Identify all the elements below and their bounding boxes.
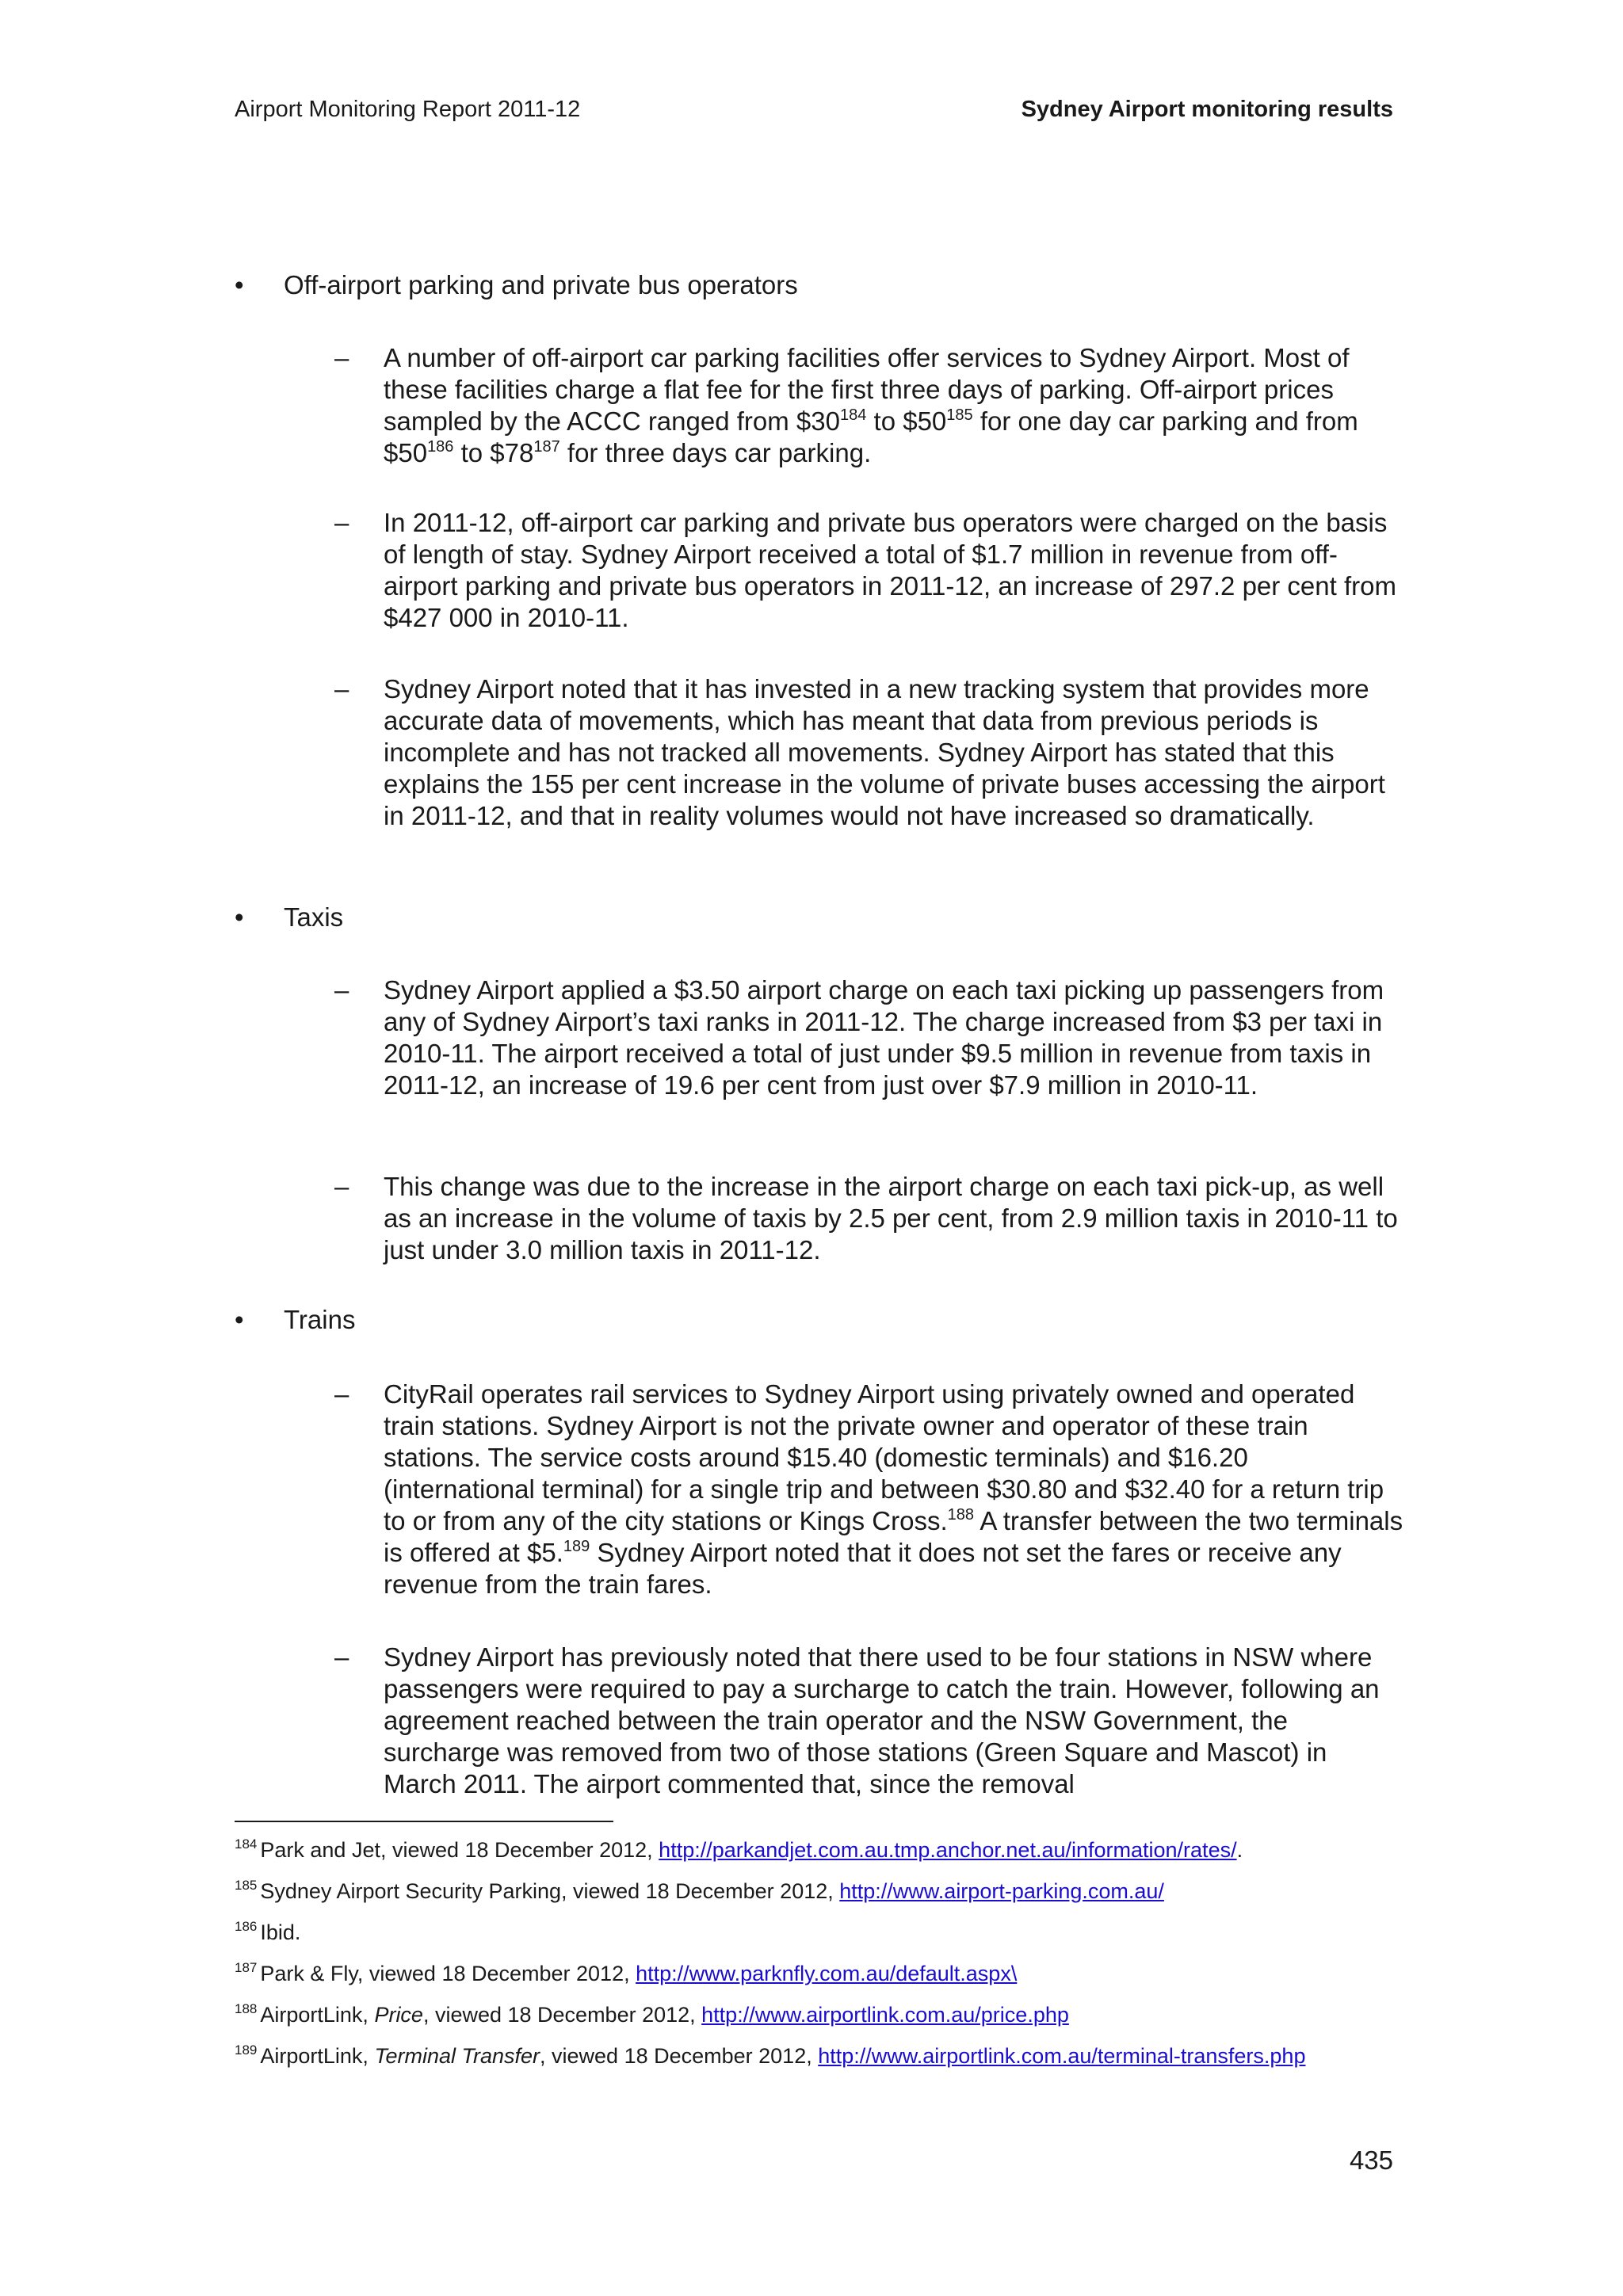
dash-marker: – bbox=[334, 343, 349, 372]
paragraph-text: This change was due to the increase in the airport charge on each taxi pick-up, as well as an increase in the volume of taxis by 2.5 per cent, from 2.9 million taxis in 2010-11 to just under 3.0 million taxis in 2011-12. bbox=[384, 1172, 1398, 1264]
paragraph-text: A number of off-airport car parking facilities offer services to Sydney Airport. Most of these facilities charge a flat fee for the first three days of parking. Off-airport prices sampled by the ACCC ranged from $\$30^{184}$ to $\$50^{185}$ for one day car parking and from $\$50^{186}$ to $\$78^{187}$ for three days car parking. bbox=[384, 343, 1358, 467]
footnote: $^{185}$ Sydney Airport Security Parking, viewed 18 December 2012, http://www.airport-parking.com.au/ bbox=[235, 1878, 1164, 1903]
paragraph-text: Sydney Airport has previously noted that there used to be four stations in NSW where passengers were required to pay a surcharge to catch the train. However, following an agreement reached between the train operator and the NSW Government, the surcharge was removed from two of those stations (Green Square and Mascot) in March 2011. The airport commented that, since the removal bbox=[384, 1642, 1380, 1798]
footnote-number: 186 bbox=[235, 1919, 258, 1934]
dash-marker: – bbox=[334, 975, 349, 1005]
dash-paragraph bbox=[334, 1171, 1406, 1266]
bullet-label: Taxis bbox=[284, 902, 344, 932]
paragraph-text: Sydney Airport noted that it has invested in a new tracking system that provides more accurate data of movements, which has meant that data from previous periods is incomplete and has not tracked all movements. Sydney Airport has stated that this explains the 155 per cent increase in the volume of private buses accessing the airport in 2011-12, and that in reality volumes would not have increased so dramatically. bbox=[384, 674, 1385, 830]
footnote-ref: 189 bbox=[563, 1538, 590, 1555]
footnote-ref: 187 bbox=[533, 438, 560, 456]
footnote-link[interactable]: http://parkandjet.com.au.tmp.anchor.net.au/information/rates/ bbox=[659, 1838, 1237, 1862]
bullet-label: Trains bbox=[284, 1305, 356, 1334]
footnote-ref: 188 bbox=[947, 1506, 974, 1524]
paragraph-text: CityRail operates rail services to Sydney Airport using privately owned and operated train stations. Sydney Airport is not the private owner and operator of these train stations. The service costs around $15.40 (domestic terminals) and $16.20 (international terminal) for a single trip and between $30.80 and $32.40 for a return trip to or from any of the city stations or Kings Cross.$^{188}$ A transfer between the two terminals is offered at $5.$^{189}$ Sydney Airport noted that it does not set the fares or receive any revenue from the train fares. bbox=[384, 1379, 1403, 1599]
footnote: $^{189}$ AirportLink, Terminal Transfer, viewed 18 December 2012, http://www.airportlink.com.au/terminal-transfers.php bbox=[235, 2042, 1306, 2068]
bullet-dot: • bbox=[235, 902, 244, 932]
footnote-number: 188 bbox=[235, 2001, 258, 2016]
footnote-ref: 186 bbox=[427, 438, 454, 456]
footnote-ref: 184 bbox=[839, 406, 867, 424]
dash-paragraph bbox=[334, 507, 1406, 634]
footnote: $^{187}$ Park & Fly, viewed 18 December 2012, http://www.parknfly.com.au/default.aspx\ bbox=[235, 1960, 1018, 1985]
footnote-link[interactable]: http://www.airportlink.com.au/terminal-transfers.php bbox=[818, 2044, 1306, 2068]
footnote-ref: 185 bbox=[946, 406, 973, 424]
footnote: $^{188}$ AirportLink, Price, viewed 18 December 2012, http://www.airportlink.com.au/price.php bbox=[235, 2001, 1069, 2027]
footnote-link[interactable]: http://www.airport-parking.com.au/ bbox=[839, 1879, 1164, 1903]
paragraph-text: Sydney Airport applied a $3.50 airport charge on each taxi picking up passengers from any of Sydney Airport’s taxi ranks in 2011-12. The charge increased from $3 per taxi in 2010-11. The airport received a total of just under $9.5 million in revenue from taxis in 2011-12, an increase of 19.6 per cent from just over $7.9 million in 2010-11. bbox=[384, 975, 1384, 1100]
paragraph-text: In 2011-12, off-airport car parking and private bus operators were charged on the basis of length of stay. Sydney Airport received a total of $1.7 million in revenue from off-airport parking and private bus operators in 2011-12, an increase of 297.2 per cent from $427 000 in 2010-11. bbox=[384, 508, 1396, 632]
footnote-link[interactable]: http://www.airportlink.com.au/price.php bbox=[701, 2003, 1069, 2027]
dash-paragraph bbox=[334, 1379, 1406, 1600]
bullet-dot: • bbox=[235, 1305, 244, 1334]
footnote-number: 189 bbox=[235, 2042, 258, 2058]
footnote-link[interactable]: http://www.parknfly.com.au/default.aspx\ bbox=[636, 1962, 1018, 1985]
dash-paragraph bbox=[334, 342, 1406, 469]
dash-marker: – bbox=[334, 1379, 349, 1409]
running-header-left: Airport Monitoring Report 2011-12 bbox=[235, 97, 581, 122]
running-header-right: Sydney Airport monitoring results bbox=[1021, 97, 1393, 122]
page-number: 435 bbox=[1349, 2145, 1393, 2175]
footnote-number: 185 bbox=[235, 1878, 258, 1893]
dash-paragraph bbox=[334, 673, 1406, 832]
footnote: $^{186}$ Ibid. bbox=[235, 1919, 301, 1944]
footnote-number: 187 bbox=[235, 1960, 258, 1975]
bullet-dot: • bbox=[235, 270, 244, 299]
footnote: $^{184}$ Park and Jet, viewed 18 December 2012, http://parkandjet.com.au.tmp.anchor.net.au/information/rates/. bbox=[235, 1836, 1243, 1862]
dash-paragraph bbox=[334, 974, 1406, 1101]
dash-marker: – bbox=[334, 508, 349, 537]
dash-marker: – bbox=[334, 674, 349, 704]
bullet-label: Off-airport parking and private bus operators bbox=[284, 270, 798, 299]
dash-paragraph bbox=[334, 1642, 1406, 1800]
footnote-separator bbox=[235, 1821, 613, 1822]
dash-marker: – bbox=[334, 1172, 349, 1201]
dash-marker: – bbox=[334, 1642, 349, 1672]
footnote-number: 184 bbox=[235, 1836, 258, 1852]
